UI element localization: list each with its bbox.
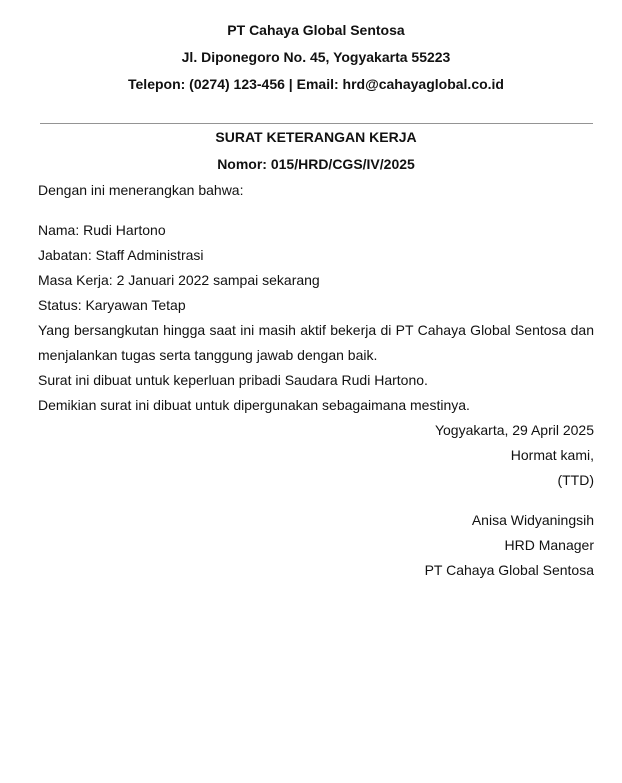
employee-details [38,218,594,318]
closing-statement: Demikian surat ini dibuat untuk dipergunakan sebagaimana mestinya. [38,397,470,413]
salutation: Hormat kami, [510,447,594,463]
document-number: Nomor: 015/HRD/CGS/IV/2025 [217,156,415,172]
document-title: SURAT KETERANGAN KERJA [215,129,417,145]
detail-tenure: Masa Kerja: 2 Januari 2022 sampai sekarang [38,272,320,288]
detail-name: Nama: Rudi Hartono [38,222,166,238]
title-block [38,124,594,178]
signatory-block [38,508,594,583]
intro-line: Dengan ini menerangkan bahwa: [38,182,244,198]
statement-paragraph: Yang bersangkutan hingga saat ini masih aktif bekerja di PT Cahaya Global Sentosa dan menjalankan tugas serta tanggung jawab dengan baik. [38,322,594,363]
detail-position: Jabatan: Staff Administrasi [38,247,204,263]
detail-status: Status: Karyawan Tetap [38,297,186,313]
signature-section [38,418,594,583]
company-contact: Telepon: (0274) 123-456 | Email: hrd@cahayaglobal.co.id [128,76,504,92]
signatory-title: HRD Manager [504,537,594,553]
letter-body [38,178,594,418]
signatory-name: Anisa Widyaningsih [471,512,594,528]
company-name: PT Cahaya Global Sentosa [227,22,405,38]
signature-placeholder: (TTD) [557,472,594,488]
signatory-company: PT Cahaya Global Sentosa [424,562,594,578]
place-date: Yogyakarta, 29 April 2025 [434,422,594,438]
letterhead [38,17,594,98]
purpose-paragraph: Surat ini dibuat untuk keperluan pribadi Saudara Rudi Hartono. [38,372,428,388]
company-address: Jl. Diponegoro No. 45, Yogyakarta 55223 [181,49,451,65]
